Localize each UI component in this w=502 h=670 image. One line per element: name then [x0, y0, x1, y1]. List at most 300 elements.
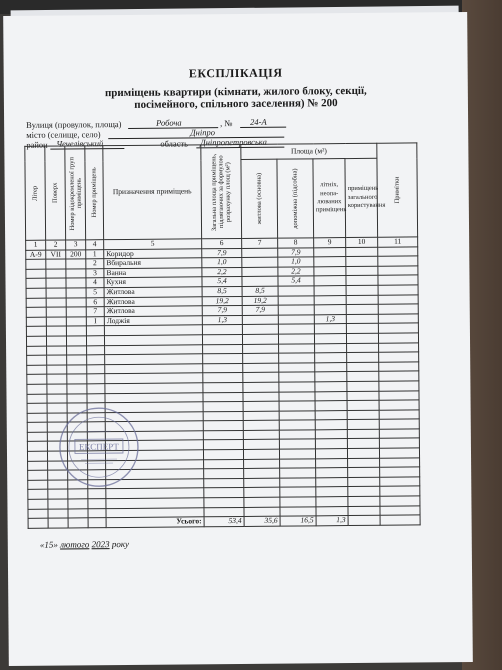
room-no-cell: 7: [86, 307, 104, 317]
empty-cell: [316, 458, 348, 468]
empty-cell: [280, 458, 316, 468]
empty-cell: [243, 430, 279, 440]
empty-cell: [315, 381, 347, 391]
empty-cell: [48, 489, 68, 499]
empty-cell: [348, 506, 380, 516]
date-day: «15»: [39, 539, 58, 550]
empty-cell: [87, 364, 105, 374]
col-number: 4: [86, 240, 104, 250]
aux-area-cell: 2,2: [278, 267, 314, 277]
empty-cell: [379, 381, 419, 391]
floor-cell: [46, 307, 66, 317]
notes-cell: [378, 275, 418, 285]
empty-cell: [243, 449, 279, 459]
city-value: Дніпро: [190, 127, 215, 138]
street-label: Вулиця (провулок, площа): [26, 119, 122, 130]
empty-cell: [380, 506, 420, 516]
empty-cell: [244, 459, 280, 469]
empty-cell: [347, 420, 379, 430]
empty-cell: [28, 490, 48, 500]
empty-cell: [243, 344, 279, 354]
header-purpose: Призначення приміщень: [103, 145, 202, 240]
empty-cell: [67, 374, 87, 384]
total-area-cell: 1,0: [202, 258, 242, 268]
common-area-cell: [346, 295, 378, 305]
col-number: 6: [202, 238, 242, 248]
empty-cell: [86, 336, 104, 346]
house-no-underline: [240, 127, 286, 128]
empty-cell: [204, 459, 244, 469]
empty-cell: [27, 384, 47, 394]
empty-cell: [204, 488, 244, 498]
col-number: 2: [46, 240, 66, 250]
empty-cell: [87, 384, 105, 394]
header-room-no: Номер приміщень: [85, 146, 104, 240]
room-no-cell: 4: [86, 278, 104, 288]
empty-cell: [243, 420, 279, 430]
empty-cell: [68, 489, 88, 499]
room-no-cell: 5: [86, 288, 104, 298]
header-total-area: Загальна площа приміщень, підлягаючих за формулою розрахунку площ (м²): [201, 144, 242, 238]
living-area-cell: 8,5: [242, 286, 278, 296]
empty-cell: [380, 477, 420, 487]
empty-cell: [280, 497, 316, 507]
empty-cell: [204, 478, 244, 488]
notes-cell: [378, 256, 418, 266]
empty-cell: [315, 343, 347, 353]
total-aux-sum: 16,5: [280, 516, 316, 526]
empty-cell: [67, 345, 87, 355]
empty-cell: [87, 355, 105, 365]
common-area-cell: [346, 285, 378, 295]
aux-area-cell: 7,9: [278, 247, 314, 257]
empty-cell: [203, 450, 243, 460]
empty-cell: [315, 391, 347, 401]
total-area-cell: 2,2: [202, 267, 242, 277]
empty-cell: [378, 333, 418, 343]
empty-cell: [347, 448, 379, 458]
empty-cell: [315, 439, 347, 449]
empty-cell: [347, 372, 379, 382]
liter-cell: [26, 317, 46, 327]
empty-cell: [348, 496, 380, 506]
empty-cell: [27, 374, 47, 384]
empty-cell: [202, 325, 242, 335]
empty-cell: [347, 381, 379, 391]
empty-cell: [316, 497, 348, 507]
empty-cell: [88, 499, 106, 509]
col-number: 10: [346, 237, 378, 247]
living-area-cell: 19,2: [242, 296, 278, 306]
purpose-cell: Коридор: [104, 248, 202, 258]
liter-cell: [26, 279, 46, 289]
empty-cell: [279, 411, 315, 421]
empty-cell: [243, 401, 279, 411]
empty-cell: [27, 355, 47, 365]
empty-cell: [244, 497, 280, 507]
expert-stamp: [57, 405, 142, 490]
empty-cell: [314, 333, 346, 343]
district-label: район: [26, 139, 48, 150]
purpose-cell: Кухня: [104, 277, 202, 287]
living-area-cell: [242, 257, 278, 267]
purpose-cell: Житлова: [104, 287, 202, 297]
summer-area-cell: [314, 295, 346, 305]
empty-cell: [279, 430, 315, 440]
notes-cell: [378, 247, 418, 257]
district-value: Чечелівський: [56, 138, 104, 149]
empty-cell: [68, 508, 88, 518]
empty-cell: [315, 401, 347, 411]
empty-cell: [87, 393, 105, 403]
empty-cell: [279, 372, 315, 382]
header-group-no: Номер відокремленої груп приміщень: [65, 146, 86, 240]
empty-cell: [379, 342, 419, 352]
empty-cell: [379, 419, 419, 429]
summer-area-cell: [314, 266, 346, 276]
empty-cell: [203, 402, 243, 412]
group-cell: [66, 288, 86, 298]
total-area-cell: 1,3: [202, 315, 242, 325]
group-cell: [66, 278, 86, 288]
liter-cell: [26, 307, 46, 317]
empty-cell: [66, 326, 86, 336]
room-no-cell: 2: [86, 259, 104, 269]
empty-cell: [26, 327, 46, 337]
empty-cell: [28, 480, 48, 490]
empty-cell: [243, 392, 279, 402]
common-area-cell: [346, 304, 378, 314]
total-living-sum: 35,6: [244, 516, 280, 526]
col-number: 1: [26, 240, 46, 250]
empty-cell: [47, 355, 67, 365]
empty-cell: [203, 354, 243, 364]
aux-area-cell: [278, 295, 314, 305]
empty-cell: [348, 487, 380, 497]
empty-cell: [203, 363, 243, 373]
empty-cell: [347, 410, 379, 420]
empty-cell: [346, 333, 378, 343]
aux-area-cell: [278, 315, 314, 325]
header-auxiliary: допоміжна (підсобна): [277, 159, 314, 238]
room-no-cell: 1: [86, 249, 104, 259]
common-area-cell: [346, 276, 378, 286]
empty-cell: [88, 489, 106, 499]
group-cell: 200: [66, 249, 86, 259]
empty-cell: [27, 432, 47, 442]
date-suffix: року: [111, 538, 130, 550]
empty-cell: [280, 468, 316, 478]
group-cell: [66, 317, 86, 327]
empty-cell: [244, 468, 280, 478]
common-area-cell: [346, 314, 378, 324]
empty-cell: [380, 458, 420, 468]
floor-cell: [46, 298, 66, 308]
empty-cell: [347, 343, 379, 353]
common-area-cell: [346, 247, 378, 257]
aux-area-cell: [278, 305, 314, 315]
empty-cell: [379, 352, 419, 362]
oblast-label: область: [160, 138, 189, 149]
group-cell: [66, 269, 86, 279]
empty-cell: [347, 429, 379, 439]
living-area-cell: [242, 267, 278, 277]
empty-cell: [316, 487, 348, 497]
empty-cell: [46, 336, 66, 346]
liter-cell: [26, 269, 46, 279]
empty-cell: [346, 324, 378, 334]
empty-cell: [243, 440, 279, 450]
purpose-cell: Ванна: [104, 268, 202, 278]
empty-cell: [204, 497, 244, 507]
empty-cell: [315, 372, 347, 382]
empty-cell: [279, 382, 315, 392]
empty-cell: [203, 382, 243, 392]
total-area-cell: 5,4: [202, 277, 242, 287]
floor-cell: [46, 259, 66, 269]
empty-cell: [347, 439, 379, 449]
empty-cell: [379, 390, 419, 400]
total-area-cell: 7,9: [202, 248, 242, 258]
room-no-cell: I: [86, 316, 104, 326]
date-month: лютого: [59, 539, 90, 550]
summer-area-cell: [314, 247, 346, 257]
total-area-cell: 7,9: [202, 306, 242, 316]
notes-cell: [378, 314, 418, 324]
empty-cell: [244, 488, 280, 498]
empty-cell: [379, 362, 419, 372]
empty-cell: [27, 442, 47, 452]
living-area-cell: [242, 315, 278, 325]
empty-cell: [348, 468, 380, 478]
empty-cell: [86, 326, 104, 336]
group-cell: [66, 307, 86, 317]
empty-cell: [243, 353, 279, 363]
empty-cell: [315, 410, 347, 420]
empty-cell: [315, 353, 347, 363]
empty-cell: [67, 365, 87, 375]
empty-cell: [28, 470, 48, 480]
empty-cell: [202, 334, 242, 344]
common-area-cell: [346, 256, 378, 266]
liter-cell: [26, 288, 46, 298]
floor-cell: [46, 317, 66, 327]
header-floor: Поверх: [45, 146, 66, 240]
doc-subtitle-line2: посімейного, спільного заселення) № 200: [134, 97, 338, 111]
floor-cell: [46, 269, 66, 279]
empty-cell: [27, 394, 47, 404]
empty-cell: [379, 400, 419, 410]
living-area-cell: 7,9: [242, 305, 278, 315]
doc-subtitle-line1: приміщень квартири (кімнати, жилого блоку, секції,: [104, 84, 367, 100]
col-number: 7: [242, 238, 278, 248]
oblast-value: Дніпропетровська: [200, 136, 267, 148]
empty-cell: [28, 509, 48, 519]
group-cell: [66, 297, 86, 307]
empty-cell: [27, 451, 47, 461]
purpose-cell: Житлова: [104, 296, 202, 306]
date-year: 2023: [91, 539, 110, 550]
empty-cell: [380, 486, 420, 496]
empty-cell: [26, 336, 46, 346]
header-notes: Примітки: [377, 143, 418, 237]
empty-cell: [280, 478, 316, 488]
totals-row: [28, 515, 420, 528]
empty-cell: [27, 403, 47, 413]
empty-cell: [348, 477, 380, 487]
summer-area-cell: [314, 257, 346, 267]
summer-area-cell: [314, 276, 346, 286]
empty-cell: [28, 499, 48, 509]
empty-cell: [47, 393, 67, 403]
empty-cell: [203, 344, 243, 354]
empty-cell: [243, 372, 279, 382]
house-no-value: 24-А: [250, 116, 267, 127]
col-number: 9: [314, 238, 346, 248]
empty-cell: [379, 410, 419, 420]
empty-cell: [279, 353, 315, 363]
empty-cell: [316, 468, 348, 478]
empty-cell: [203, 440, 243, 450]
purpose-cell: Вбиральня: [104, 258, 202, 268]
empty-cell: [203, 430, 243, 440]
empty-cell: [315, 420, 347, 430]
room-no-cell: 6: [86, 297, 104, 307]
empty-cell: [67, 393, 87, 403]
empty-cell: [315, 449, 347, 459]
empty-cell: [279, 343, 315, 353]
empty-cell: [243, 363, 279, 373]
notes-cell: [378, 285, 418, 295]
living-area-cell: [242, 248, 278, 258]
aux-area-cell: 5,4: [278, 276, 314, 286]
empty-cell: [68, 499, 88, 509]
liter-cell: [26, 259, 46, 269]
summer-area-cell: [314, 286, 346, 296]
empty-cell: [278, 334, 314, 344]
room-no-cell: 3: [86, 268, 104, 278]
empty-cell: [48, 509, 68, 519]
col-number: 8: [278, 238, 314, 248]
total-area-cell: 8,5: [202, 286, 242, 296]
empty-cell: [27, 346, 47, 356]
empty-cell: [378, 323, 418, 333]
empty-cell: [87, 374, 105, 384]
header-living: житлова (основна): [241, 159, 278, 238]
purpose-cell: Житлова: [104, 306, 202, 316]
empty-cell: [348, 458, 380, 468]
header-liter: Літер: [25, 146, 46, 240]
empty-cell: [380, 496, 420, 506]
floor-cell: VII: [46, 250, 66, 260]
empty-cell: [279, 363, 315, 373]
floor-cell: [46, 278, 66, 288]
total-summer-sum: 1,3: [316, 516, 348, 526]
empty-cell: [204, 469, 244, 479]
empty-cell: [347, 400, 379, 410]
total-label: Усього:: [106, 517, 204, 527]
total-area-cell: 19,2: [202, 296, 242, 306]
city-label: місто (селище, село): [26, 129, 101, 140]
empty-cell: [278, 324, 314, 334]
empty-cell: [380, 467, 420, 477]
empty-cell: [243, 382, 279, 392]
doc-title: ЕКСПЛІКАЦІЯ: [188, 65, 283, 81]
col-number: 5: [104, 239, 202, 249]
empty-cell: [379, 371, 419, 381]
empty-cell: [279, 391, 315, 401]
empty-cell: [314, 324, 346, 334]
col-number: 11: [378, 237, 418, 247]
empty-cell: [315, 362, 347, 372]
empty-cell: [279, 449, 315, 459]
col-number: 3: [66, 240, 86, 250]
empty-cell: [316, 477, 348, 487]
empty-cell: [27, 422, 47, 432]
empty-cell: [203, 392, 243, 402]
empty-cell: [88, 508, 106, 518]
stamp-text: ЕКСПЕРТ: [78, 441, 119, 452]
empty-cell: [66, 336, 86, 346]
empty-cell: [46, 326, 66, 336]
empty-cell: [203, 421, 243, 431]
document-sheet: [3, 12, 473, 666]
common-area-cell: [346, 266, 378, 276]
purpose-cell: Лоджія: [104, 316, 202, 326]
empty-cell: [48, 499, 68, 509]
empty-cell: [279, 439, 315, 449]
aux-area-cell: 1,0: [278, 257, 314, 267]
empty-cell: [242, 324, 278, 334]
street-value: Робоча: [156, 117, 182, 128]
summer-area-cell: 1,3: [314, 314, 346, 324]
empty-cell: [244, 478, 280, 488]
empty-cell: [67, 355, 87, 365]
aux-area-cell: [278, 286, 314, 296]
group-cell: [66, 259, 86, 269]
liter-cell: А-9: [26, 250, 46, 260]
house-no-label: , №: [220, 118, 233, 129]
empty-cell: [279, 420, 315, 430]
total-area-sum: 53,4: [204, 517, 244, 527]
header-common: приміщень загального користування: [345, 158, 378, 237]
empty-cell: [203, 373, 243, 383]
empty-cell: [379, 448, 419, 458]
empty-cell: [243, 411, 279, 421]
summer-area-cell: [314, 305, 346, 315]
empty-cell: [280, 487, 316, 497]
empty-cell: [47, 346, 67, 356]
document-date: [40, 539, 129, 550]
empty-cell: [28, 461, 48, 471]
notes-cell: [378, 266, 418, 276]
empty-cell: [347, 391, 379, 401]
empty-cell: [379, 429, 419, 439]
empty-cell: [203, 411, 243, 421]
empty-cell: [87, 345, 105, 355]
empty-cell: [47, 365, 67, 375]
notes-cell: [378, 304, 418, 314]
empty-cell: [47, 374, 67, 384]
header-summer: літніх, неопа-люваних приміщень: [313, 159, 346, 238]
liter-cell: [26, 298, 46, 308]
empty-cell: [379, 438, 419, 448]
empty-cell: [27, 365, 47, 375]
empty-cell: [242, 334, 278, 344]
empty-cell: [27, 413, 47, 423]
empty-cell: [347, 352, 379, 362]
header-area: Площа (м²): [241, 143, 377, 159]
